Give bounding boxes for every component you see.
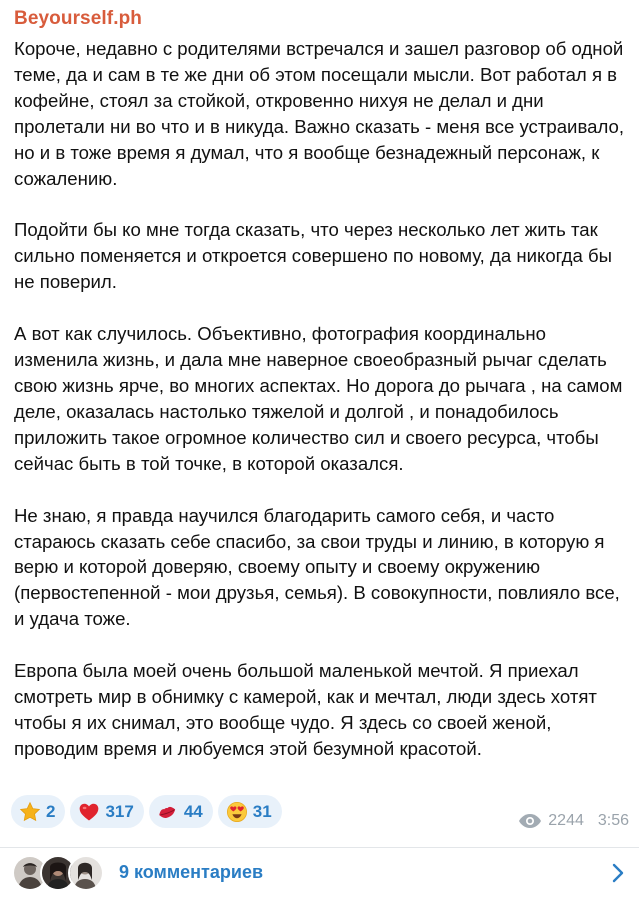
reaction-count: 31	[252, 801, 272, 821]
post-paragraph: Не знаю, я правда научился благодарить самого себя, и часто стараюсь сказать себе спасибо, за свои труды и линию, в которую я верю и которой доверяю, своему опыту и своему окружению (первостепенной - мои друзья, семья). В совокупности, повлияло все, и удача тоже.	[14, 504, 620, 630]
reaction-kiss-button[interactable]	[149, 795, 213, 828]
chevron-right-icon	[611, 862, 625, 884]
reaction-count: 44	[183, 801, 203, 821]
reaction-star-button[interactable]	[11, 795, 65, 828]
post-time: 3:56	[597, 812, 629, 829]
reaction-heart-button[interactable]	[70, 795, 143, 828]
commenter-avatars	[12, 855, 104, 891]
reaction-count: 317	[105, 801, 134, 821]
reaction-count: 2	[46, 801, 56, 821]
post-paragraph: А вот как случилось. Объективно, фотография координально изменила жизнь, и дала мне наверное своеобразный рычаг сделать свою жизнь ярче, во многих аспектах. Но дорога до рычага , на самом деле, оказалась настолько тяжелой и долгой , и понадобилось приложить такое огромное количество сил и своего ресурса, чтобы сейчас быть в той точке, в которой оказался.	[14, 323, 623, 474]
avatar	[68, 855, 104, 891]
channel-name[interactable]: Beyourself.ph	[14, 8, 142, 29]
comments-count-label: 9 комментариев	[119, 862, 264, 882]
reaction-heart-eyes-button[interactable]	[218, 795, 282, 828]
comments-button[interactable]	[0, 848, 639, 897]
views-count: 2244	[548, 812, 584, 829]
red-heart-icon	[78, 801, 100, 823]
reactions-bar	[11, 795, 282, 828]
eye-icon	[518, 813, 542, 829]
post-paragraph: Европа была моей очень большой маленькой мечтой. Я приехал смотреть мир в обнимку с камерой, как и мечтал, люди здесь хотят чтобы я их снимал, это вообще чудо. Я здесь со своей женой, проводим время и любуемся этой безумной красотой.	[14, 660, 597, 759]
kiss-lips-icon	[157, 801, 179, 823]
star-icon	[19, 801, 41, 823]
post-paragraph: Короче, недавно с родителями встречался и зашел разговор об одной теме, да и сам в те же дни об этом посещали мысли. Вот работал я в кофейне, стоял за стойкой, откровенно нихуя не делал и дни пролетали ни во что и в никуда. Важно сказать - меня все устраивало, но и в тоже время я думал, что я вообще безнадежный персонаж, к сожалению.	[14, 38, 625, 189]
heart-eyes-face-icon	[226, 801, 248, 823]
post-paragraph: Подойти бы ко мне тогда сказать, что через несколько лет жить так сильно поменяется и откроется совершено по новому, да никогда бы не поверил.	[14, 219, 613, 293]
post-meta	[518, 812, 629, 830]
post-text	[14, 36, 626, 762]
